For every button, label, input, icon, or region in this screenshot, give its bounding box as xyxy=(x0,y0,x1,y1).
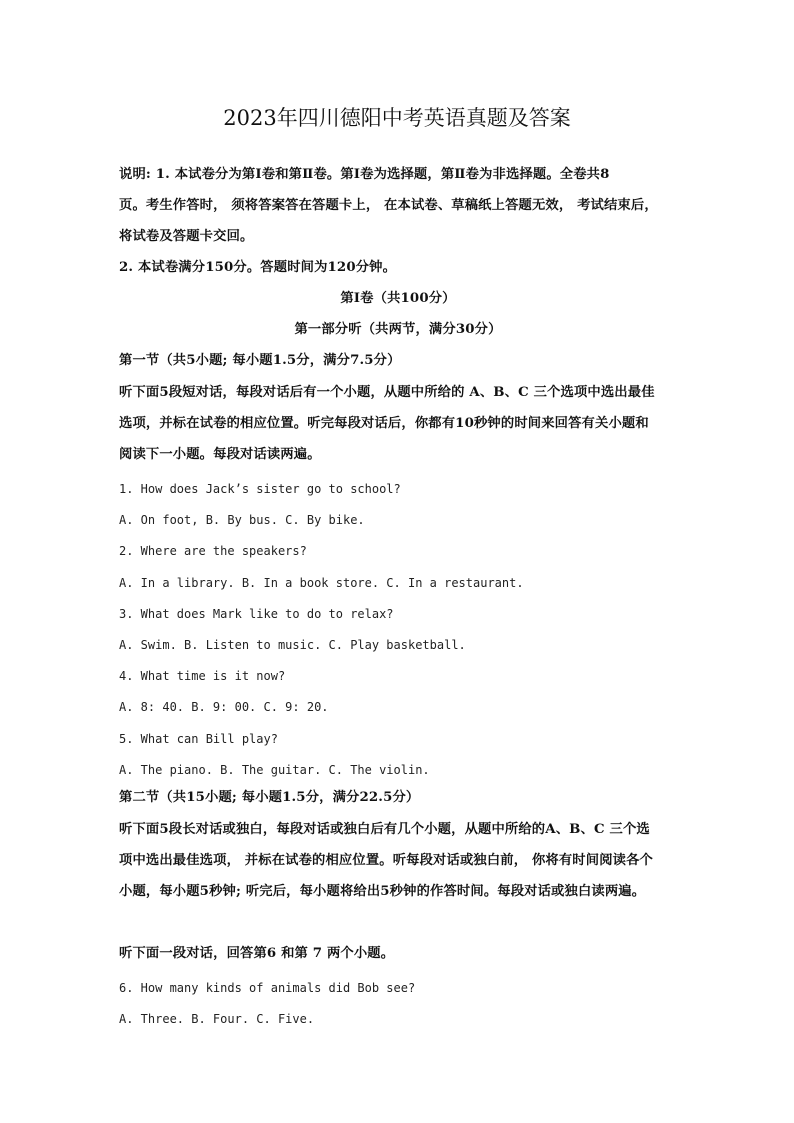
question-6-options: A. Three. B. Four. C. Five. xyxy=(119,1012,315,1026)
section-1-directions-line-2: 选项，并标在试卷的相应位置。听完每段对话后，你都有10秒钟的时间来回答有关小题和 xyxy=(119,416,649,431)
volume-heading: 第Ⅰ卷（共100分） xyxy=(340,291,456,306)
question-2: 2. Where are the speakers? xyxy=(119,544,307,558)
question-3: 3. What does Mark like to do to relax? xyxy=(119,607,394,621)
question-1: 1. How does Jack’s sister go to school? xyxy=(119,482,401,496)
instructions-line-3: 将试卷及答题卡交回。 xyxy=(119,229,254,244)
section-1-directions-line-1: 听下面5段短对话，每段对话后有一个小题，从题中所给的 A、B、C 三个选项中选出最佳 xyxy=(119,385,655,400)
question-5-options: A. The piano. B. The guitar. C. The violin. xyxy=(119,763,430,777)
instructions-line-1: 说明: 1. 本试卷分为第Ⅰ卷和第Ⅱ卷。第Ⅰ卷为选择题，第Ⅱ卷为非选择题。全卷共8 xyxy=(119,167,610,182)
question-2-options: A. In a library. B. In a book store. C. In a restaurant. xyxy=(119,576,524,590)
question-1-options: A. On foot, B. By bus. C. By bike. xyxy=(119,513,365,527)
part-heading: 第一部分听（共两节，满分30分） xyxy=(294,322,502,337)
question-4: 4. What time is it now? xyxy=(119,669,286,683)
dialogue-1-instruction: 听下面一段对话，回答第6 和第 7 两个小题。 xyxy=(119,946,395,961)
question-3-options: A. Swim. B. Listen to music. C. Play basketball. xyxy=(119,638,466,652)
document-title: 2023年四川德阳中考英语真题及答案 xyxy=(223,106,571,130)
section-2-directions-line-1: 听下面5段长对话或独白，每段对话或独白后有几个小题，从题中所给的A、B、C 三个选 xyxy=(119,822,650,837)
section-1-heading: 第一节（共5小题; 每小题1.5分，满分7.5分） xyxy=(119,353,401,368)
section-1-directions-line-3: 阅读下一小题。每段对话读两遍。 xyxy=(119,447,321,462)
section-2-directions-line-2: 项中选出最佳选项， 并标在试卷的相应位置。听每段对话或独白前， 你将有时间阅读各个 xyxy=(119,853,653,868)
question-5: 5. What can Bill play? xyxy=(119,732,278,746)
section-2-heading: 第二节（共15小题; 每小题1.5分，满分22.5分） xyxy=(119,790,420,805)
question-6: 6. How many kinds of animals did Bob see? xyxy=(119,981,416,995)
question-4-options: A. 8: 40. B. 9: 00. C. 9: 20. xyxy=(119,700,329,714)
instructions-line-2: 页。考生作答时， 须将答案答在答题卡上， 在本试卷、草稿纸上答题无效， 考试结束后， xyxy=(119,198,658,213)
section-2-directions-line-3: 小题，每小题5秒钟; 听完后，每小题将给出5秒钟的作答时间。每段对话或独白读两遍。 xyxy=(119,884,646,899)
instructions-line-4: 2. 本试卷满分150分。答题时间为120分钟。 xyxy=(119,260,397,275)
